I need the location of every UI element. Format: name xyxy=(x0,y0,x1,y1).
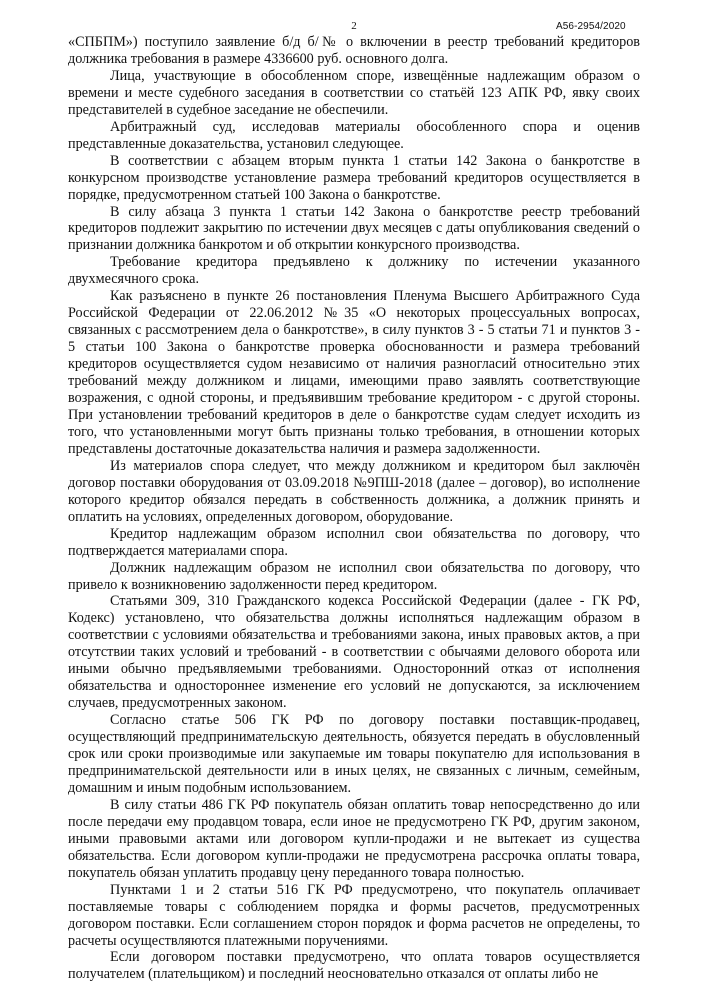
paragraph-article-142-p1: В соответствии с абзацем вторым пункта 1 статьи 142 Закона о банкротстве в конкурсном производстве установление размера требований кредиторов осуществляется в порядке, предусмотренном статьей 100 Закона о банкротстве. xyxy=(68,152,640,203)
paragraph-debtor-default: Должник надлежащим образом не исполнил свои обязательства по договору, что привело к возникновению задолженности перед кредитором. xyxy=(68,559,640,593)
paragraph-creditor-performance: Кредитор надлежащим образом исполнил свои обязательства по договору, что подтверждается материалами спора. xyxy=(68,525,640,559)
paragraph-article-486: В силу статьи 486 ГК РФ покупатель обязан оплатить товар непосредственно до или после передачи ему продавцом товара, если иное не предусмотрено ГК РФ, другим законом, иными правовыми актами или договором купли-продажи и не вытекает из существа обязательства. Если договором купли-продажи не предусмотрена рассрочка оплаты товара, покупатель обязан уплатить продавцу цену переданного товара полностью. xyxy=(68,796,640,881)
paragraph-payment-refusal: Если договором поставки предусмотрено, что оплата товаров осуществляется получателем (плательщиком) и последний неосновательно отказался от оплаты либо не xyxy=(68,949,640,983)
paragraph-parties-notice: Лица, участвующие в обособленном споре, извещённые надлежащим образом о времени и месте судебного заседания в соответствии со статьёй 123 АПК РФ, явку своих представителей в судебное заседание не обеспечили. xyxy=(68,67,640,118)
case-number: А56-2954/2020 xyxy=(556,21,626,32)
paragraph-court-findings: Арбитражный суд, исследовав материалы обособленного спора и оценив представленные доказательства, установил следующее. xyxy=(68,118,640,152)
paragraph-plenum-resolution: Как разъяснено в пункте 26 постановления Пленума Высшего Арбитражного Суда Российской Федерации от 22.06.2012 №35 «О некоторых процессуальных вопросах, связанных с рассмотрением дела о банкротстве», в силу пунктов 3 - 5 статьи 71 и пунктов 3 - 5 статьи 100 Закона о банкротстве проверка обоснованности и размера требований кредиторов осуществляется судом независимо от наличия разногласий относительно этих требований между должником и лицами, имеющими право заявлять соответствующие возражения, с одной стороны, и предъявившим требование кредитором - с другой стороны. При установлении требований кредиторов в деле о банкротстве судам следует исходить из того, что установленными могут быть признаны только требования, в отношении которых представлены достаточные доказательства наличия и размера задолженности. xyxy=(68,288,640,457)
paragraph-continuation: «СПБПМ») поступило заявление б/д б/№ о включении в реестр требований кредиторов должника требования в размере 4336600 руб. основного долга. xyxy=(68,34,640,67)
paragraph-articles-309-310: Статьями 309, 310 Гражданского кодекса Российской Федерации (далее - ГК РФ, Кодекс) установлено, что обязательства должны исполняться надлежащим образом в соответствии с условиями обязательства и требованиями закона, иных правовых актов, а при отсутствии таких условий и требований - в соответствии с обычаями делового оборота или иными обычно предъявляемыми требованиями. Односторонний отказ от исполнения обязательства и одностороннее изменение его условий не допускаются, за исключением случаев, предусмотренных законом. xyxy=(68,593,640,712)
paragraph-supply-contract: Из материалов спора следует, что между должником и кредитором был заключён договор поставки оборудования от 03.09.2018 №9ПШ-2018 (далее – договор), во исполнение которого кредитор обязался передать в собственность должника, а должник принять и оплатить на условиях, определенных договором, оборудование. xyxy=(68,457,640,525)
page-number: 2 xyxy=(351,20,357,32)
paragraph-article-506: Согласно статье 506 ГК РФ по договору поставки поставщик-продавец, осуществляющий предпринимательскую деятельность, обязуется передать в обусловленный срок или сроки производимые или закупаемые им товары покупателю для использования в предпринимательской деятельности или в иных целях, не связанных с личным, семейным, домашним и иным подобным использованием. xyxy=(68,712,640,796)
paragraph-article-516: Пунктами 1 и 2 статьи 516 ГК РФ предусмотрено, что покупатель оплачивает поставляемые товары с соблюдением порядка и формы расчетов, предусмотренных договором поставки. Если соглашением сторон порядок и форма расчетов не определены, то расчеты осуществляются платежными поручениями. xyxy=(68,881,640,949)
document-body xyxy=(68,34,640,983)
paragraph-article-142-p3: В силу абзаца 3 пункта 1 статьи 142 Закона о банкротстве реестр требований кредиторов подлежит закрытию по истечении двух месяцев с даты опубликования сведений о признании должника банкротом и об открытии конкурсного производства. xyxy=(68,203,640,254)
paragraph-claim-deadline: Требование кредитора предъявлено к должнику по истечении указанного двухмесячного срока. xyxy=(68,254,640,288)
